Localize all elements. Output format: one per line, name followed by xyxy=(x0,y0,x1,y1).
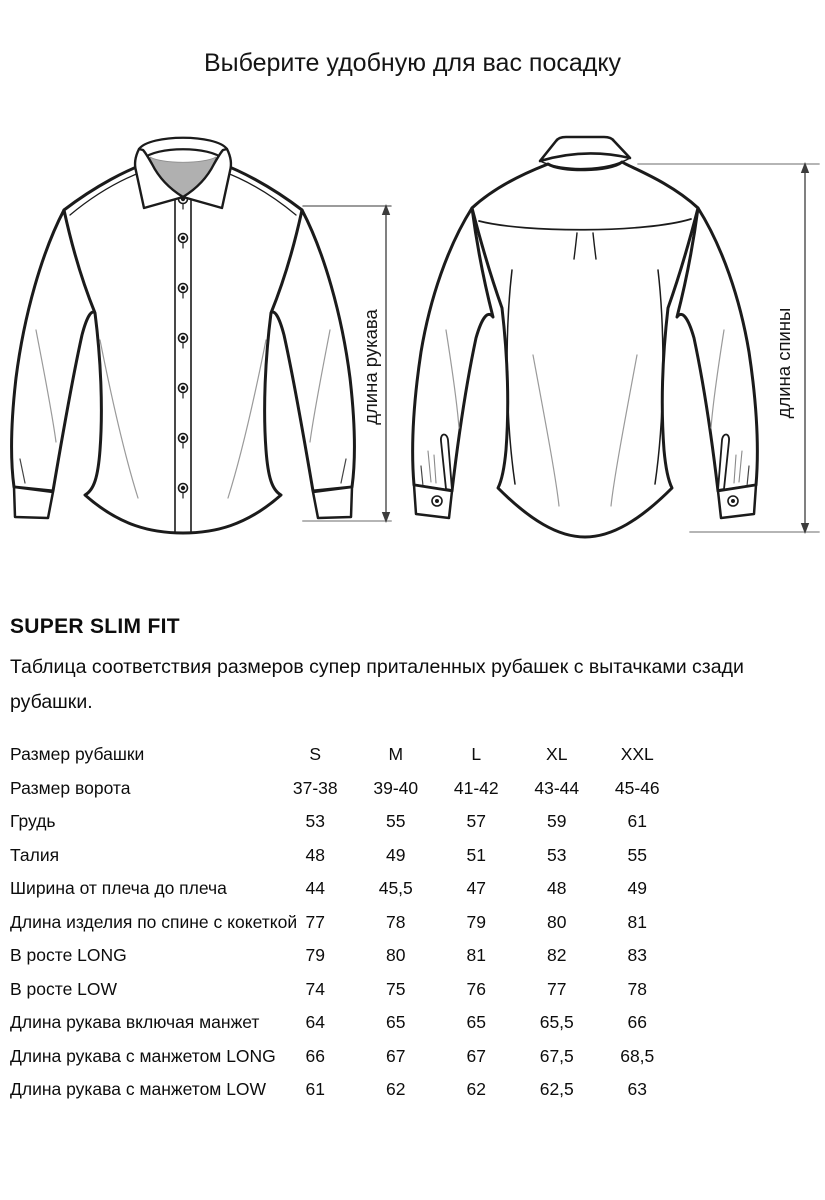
front-shirt-drawing xyxy=(12,138,355,533)
cell-value: 57 xyxy=(466,811,486,832)
cell-value: 62 xyxy=(466,1079,486,1100)
cell-value: 61 xyxy=(627,811,647,832)
cell-value: 49 xyxy=(386,844,406,865)
cell-value: 78 xyxy=(386,911,406,932)
row-label: Грудь xyxy=(10,811,56,832)
cell-value: 59 xyxy=(547,811,567,832)
row-label: В росте LONG xyxy=(10,945,127,966)
cell-value: 39-40 xyxy=(373,777,419,798)
row-label: Длина изделия по спине с кокеткой xyxy=(10,911,298,932)
shirt-diagrams xyxy=(0,0,825,580)
cell-value: 55 xyxy=(386,811,406,832)
cell-value: 67 xyxy=(386,1045,406,1066)
table-row xyxy=(10,839,690,873)
cell-value: 62,5 xyxy=(539,1079,574,1100)
row-label: Размер рубашки xyxy=(10,744,145,765)
cell-value: 76 xyxy=(466,978,486,999)
cell-value: 48 xyxy=(305,844,325,865)
cell-value: 82 xyxy=(547,945,567,966)
cell-value: 66 xyxy=(627,1012,647,1033)
cell-value: 51 xyxy=(466,844,486,865)
size-column-header: S xyxy=(309,744,322,765)
table-row xyxy=(10,872,690,906)
cell-value: 83 xyxy=(627,945,647,966)
row-label: Талия xyxy=(10,844,60,865)
row-label: Длина рукава с манжетом LOW xyxy=(10,1079,267,1100)
cell-value: 81 xyxy=(466,945,486,966)
table-row xyxy=(10,1006,690,1040)
cell-value: 68,5 xyxy=(620,1045,655,1066)
cell-value: 67 xyxy=(466,1045,486,1066)
size-table xyxy=(10,738,690,1107)
cell-value: 45-46 xyxy=(614,777,660,798)
size-column-header: XXL xyxy=(620,744,654,765)
cell-value: 75 xyxy=(386,978,406,999)
table-row xyxy=(10,772,690,806)
page-title: Выберите удобную для вас посадку xyxy=(203,49,622,77)
cell-value: 65 xyxy=(466,1012,486,1033)
cell-value: 47 xyxy=(466,878,486,899)
size-column-header: M xyxy=(388,744,404,765)
cell-value: 48 xyxy=(547,878,567,899)
table-row xyxy=(10,906,690,940)
cell-value: 55 xyxy=(627,844,647,865)
section-heading: SUPER SLIM FIT xyxy=(10,615,180,638)
row-label: В росте LOW xyxy=(10,978,118,999)
cell-value: 74 xyxy=(305,978,325,999)
cell-value: 62 xyxy=(386,1079,406,1100)
cell-value: 79 xyxy=(466,911,486,932)
cell-value: 78 xyxy=(627,978,647,999)
cell-value: 65 xyxy=(386,1012,406,1033)
row-label: Длина рукава с манжетом LONG xyxy=(10,1045,276,1066)
table-row xyxy=(10,805,690,839)
size-column-header: L xyxy=(471,744,482,765)
size-column-header: XL xyxy=(546,744,568,765)
cell-value: 65,5 xyxy=(539,1012,574,1033)
table-row xyxy=(10,939,690,973)
cell-value: 66 xyxy=(305,1045,325,1066)
table-row xyxy=(10,973,690,1007)
table-header-row xyxy=(10,738,690,772)
cell-value: 80 xyxy=(386,945,406,966)
row-label: Размер ворота xyxy=(10,777,131,798)
cell-value: 41-42 xyxy=(453,777,499,798)
cell-value: 79 xyxy=(305,945,325,966)
cell-value: 44 xyxy=(305,878,325,899)
section-description: Таблица соответствия размеров супер приталенных рубашек с вытачками сзади рубашки. xyxy=(10,656,744,713)
row-label: Ширина от плеча до плеча xyxy=(10,878,227,899)
cell-value: 63 xyxy=(627,1079,647,1100)
table-row xyxy=(10,1073,690,1107)
cell-value: 49 xyxy=(627,878,647,899)
cell-value: 43-44 xyxy=(534,777,580,798)
cell-value: 77 xyxy=(305,911,325,932)
cell-value: 67,5 xyxy=(539,1045,574,1066)
back-shirt-drawing xyxy=(413,137,758,537)
cell-value: 45,5 xyxy=(378,878,413,899)
cell-value: 53 xyxy=(547,844,567,865)
cell-value: 61 xyxy=(305,1079,325,1100)
cell-value: 37-38 xyxy=(292,777,338,798)
cell-value: 80 xyxy=(547,911,567,932)
back-length-label: длина спины xyxy=(773,307,794,419)
row-label: Длина рукава включая манжет xyxy=(10,1012,260,1033)
cell-value: 77 xyxy=(547,978,567,999)
cell-value: 81 xyxy=(627,911,647,932)
sleeve-length-label: длина рукава xyxy=(360,309,381,425)
cell-value: 64 xyxy=(305,1012,325,1033)
cell-value: 53 xyxy=(305,811,325,832)
table-row xyxy=(10,1040,690,1074)
